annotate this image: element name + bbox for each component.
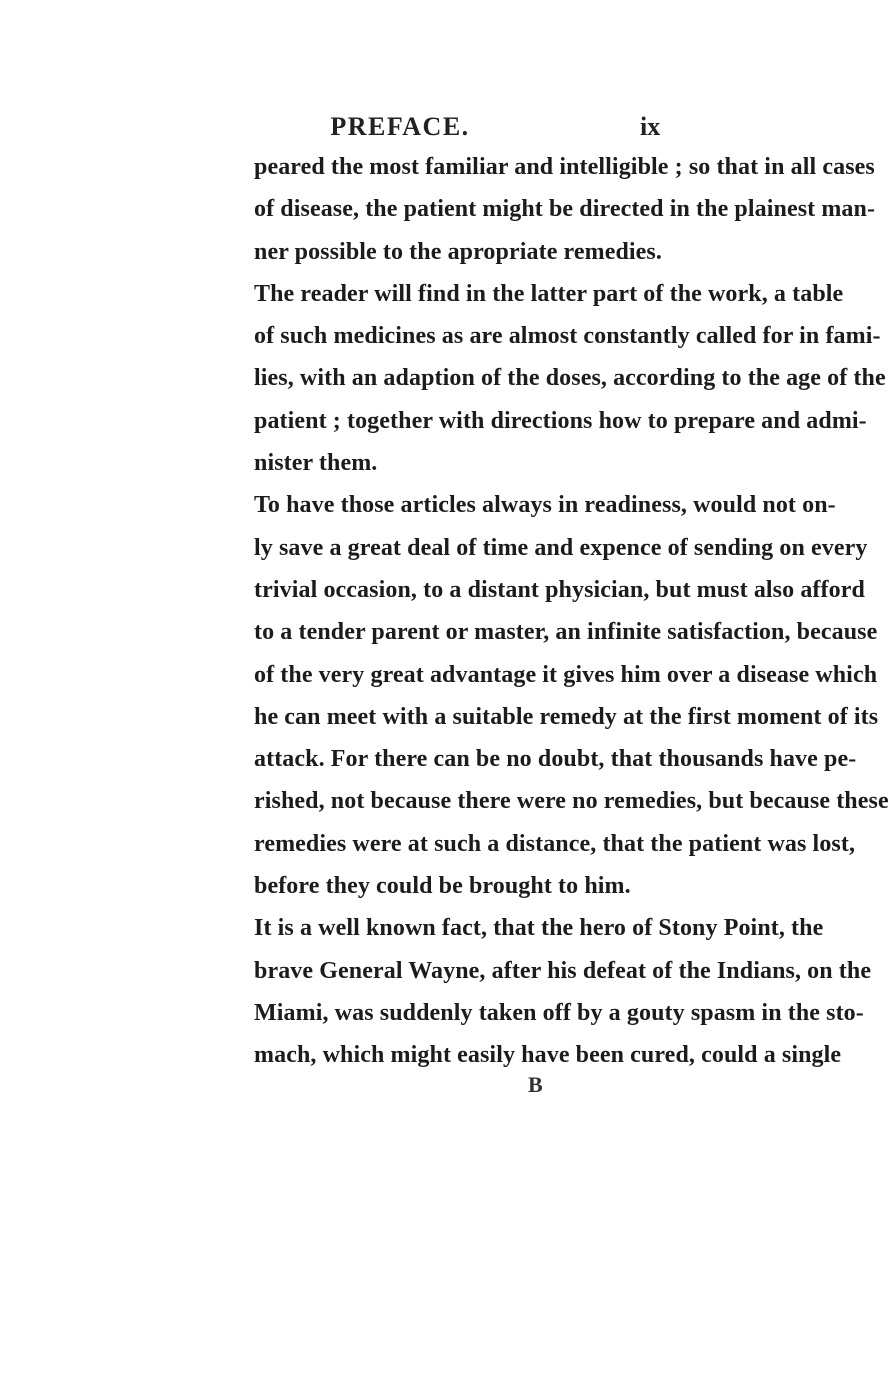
body-text (254, 146, 889, 1077)
text-line-7: patient ; together with directions how to prepare and admi- (254, 407, 867, 434)
text-line-2: of disease, the patient might be directed in the plainest man- (254, 196, 876, 223)
text-line-12: to a tender parent or master, an infinite satisfaction, because (254, 619, 878, 646)
signature-mark: B (528, 1072, 543, 1097)
text-line-8: nister them. (254, 450, 378, 477)
signature-mark-row (0, 1072, 801, 1102)
page-header (0, 112, 801, 146)
text-line-17: remedies were at such a distance, that the patient was lost, (254, 830, 856, 857)
text-line-4: The reader will find in the latter part of the work, a table (254, 280, 844, 307)
text-line-22: mach, which might easily have been cured, could a single (254, 1042, 842, 1069)
text-line-20: brave General Wayne, after his defeat of the Indians, on the (254, 957, 872, 984)
text-line-5: of such medicines as are almost constantly called for in fami- (254, 323, 881, 350)
text-line-10: ly save a great deal of time and expence of sending on every (254, 534, 868, 561)
text-line-15: attack. For there can be no doubt, that thousands have pe- (254, 746, 857, 773)
text-line-11: trivial occasion, to a distant physician, but must also afford (254, 576, 865, 603)
page-number: ix (640, 112, 661, 141)
text-line-3: ner possible to the apropriate remedies. (254, 238, 662, 265)
text-line-9: To have those articles always in readiness, would not on- (254, 492, 836, 519)
text-line-6: lies, with an adaption of the doses, according to the age of the (254, 365, 886, 392)
text-line-1: peared the most familiar and intelligible ; so that in all cases (254, 154, 875, 180)
text-line-21: Miami, was suddenly taken off by a gouty spasm in the sto- (254, 999, 864, 1026)
text-line-18: before they could be brought to him. (254, 873, 631, 900)
text-line-13: of the very great advantage it gives him over a disease which (254, 661, 878, 688)
text-line-16: rished, not because there were no remedies, but because these (254, 788, 889, 815)
text-line-14: he can meet with a suitable remedy at the first moment of its (254, 703, 879, 730)
running-head: PREFACE. (330, 112, 470, 141)
text-line-19: It is a well known fact, that the hero of Stony Point, the (254, 915, 824, 942)
